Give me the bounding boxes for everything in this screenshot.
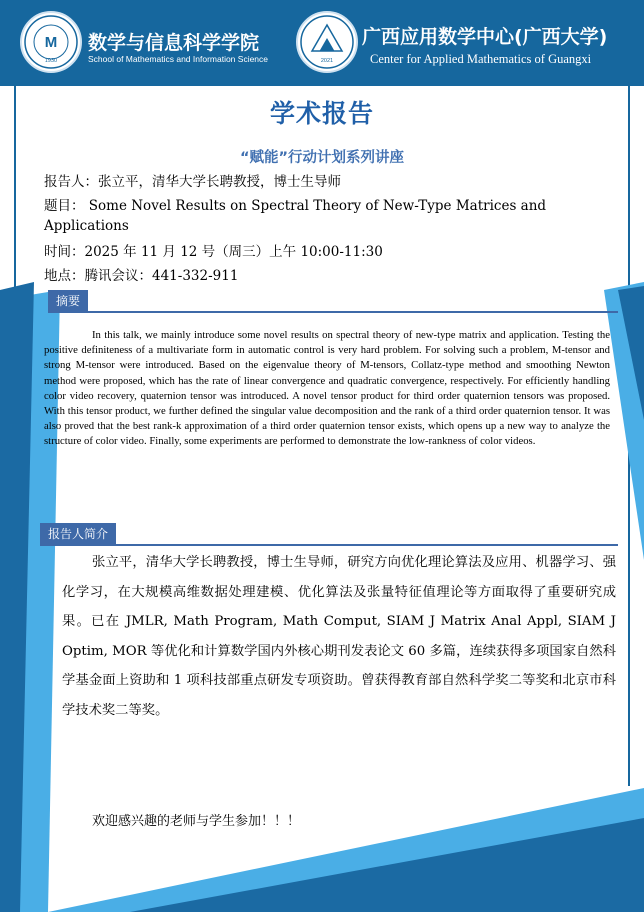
speaker-line: 报告人：张立平，清华大学长聘教授，博士生导师 — [44, 174, 341, 190]
place-line: 地点：腾讯会议：441-332-911 — [44, 268, 239, 284]
center-name-en: Center for Applied Mathematics of Guangxi — [370, 52, 592, 66]
abstract-body: In this talk, we mainly introduce some novel results on spectral theory of new-type matrix and application. Testing the positive definiteness of a multivariate form in automatic control is very hard problem. For solving such a problem, M-tensor and strong M-tensor were introduced. Based on the eigenvalue theory of M-tensors, Collatz-type method and smoothing Newton method were proposed, which has the rate of linear convergence and quadratic convergence, respectively. For efficiently handling color video recovery, quaternion tensor was introduced. A novel tensor product for third order quaternion tensors was proposed. With this tensor product, we further defined the singular value decomposition and the rank of a third order quaternion tensor. It was also proved that the best rank-k approximation of a third order quaternion tensor exists, which opens up a new way to analyze the structure of color video. Finally, some experiments are performed to demonstrate the low-rankness of color videos. — [44, 329, 610, 448]
page-subtitle: “赋能”行动计划系列讲座 — [239, 150, 405, 166]
abstract-label: 摘要 — [48, 290, 88, 313]
bio-text: 张立平，清华大学长聘教授，博士生导师，研究方向优化理论算法及应用、机器学习、强化学习，在大规模高维数据处理建模、优化算法及张量特征值理论等方面取得了重要研究成果。已在 JMLR, Math Program, Math Comput, SIAM J Matrix Anal Appl, SIAM J Optim, MOR 等优化和计算数学国内外核心期刊发表论文 60 多篇，连续获得多项国家自然科学基金面上资助和 1 项科技部重点研发专项资助。曾获得教育部自然科学奖二等奖和北京市科学技术奖二等奖。 — [62, 555, 616, 718]
svg-text:M: M — [44, 34, 58, 51]
abstract-text — [44, 328, 610, 450]
center-name-cn: 广西应用数学中心(广西大学) — [362, 26, 608, 48]
page-title: 学术报告 — [269, 99, 374, 128]
abstract-divider — [48, 311, 618, 313]
school-name-en: School of Mathematics and Information Science — [88, 54, 269, 64]
school-emblem-year: 1930 — [44, 58, 58, 64]
topic-line: 题目： Some Novel Results on Spectral Theory of New-Type Matrices and Applications — [44, 198, 547, 234]
welcome-text: 欢迎感兴趣的老师与学生参加！！！ — [92, 814, 301, 829]
time-line: 时间：2025 年 11 月 12 号（周三）上午 10:00-11:30 — [44, 244, 383, 260]
center-emblem-year: 2021 — [320, 58, 334, 64]
school-name-cn: 数学与信息科学学院 — [88, 32, 260, 54]
bio-label: 报告人简介 — [40, 523, 116, 546]
bio-divider — [40, 544, 618, 546]
